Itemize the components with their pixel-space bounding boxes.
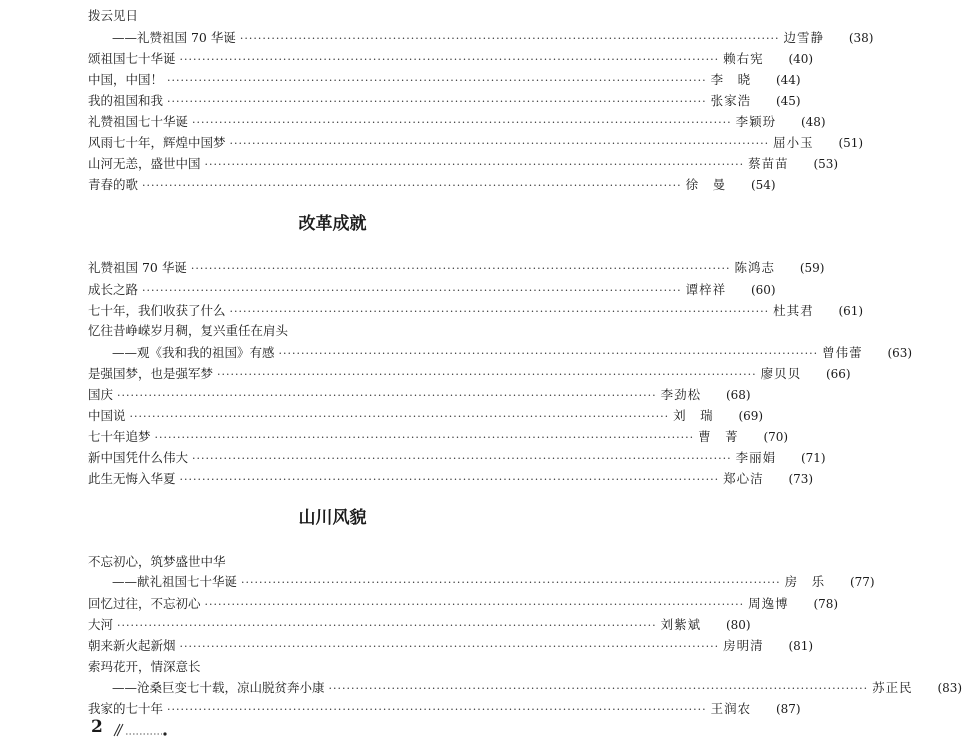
- entry-page-number: (48): [800, 115, 826, 129]
- entry-title: ——献礼祖国七十华诞: [112, 574, 238, 589]
- toc-entry[interactable]: [88, 469, 814, 489]
- entry-title: ——观《我和我的祖国》有感: [112, 345, 275, 360]
- leader-dots: ························································································································: [278, 347, 819, 360]
- entry-author: 李丽娟: [735, 450, 777, 465]
- entry-page-number: (81): [788, 639, 814, 653]
- leader-dots: ························································································································: [229, 305, 770, 318]
- entry-page-number: (83): [937, 681, 962, 695]
- toc-entry[interactable]: [88, 594, 839, 614]
- entry-author: 房 乐: [784, 574, 826, 589]
- entry-author: 杜其君: [773, 303, 814, 318]
- entry-title: 七十年，我们收获了什么: [88, 303, 226, 318]
- toc-entry[interactable]: [112, 678, 962, 698]
- entry-author: 陈鸿志: [734, 260, 775, 275]
- entry-page-number: (59): [799, 261, 825, 275]
- entry-page-number: (63): [887, 346, 913, 360]
- entry-page-number: (53): [813, 157, 839, 171]
- toc-entry[interactable]: [88, 175, 776, 195]
- entry-title: 我的祖国和我: [88, 93, 164, 108]
- entry-page-number: (61): [838, 304, 864, 318]
- entry-title: 礼赞祖国 70 华诞: [88, 260, 187, 275]
- entry-author: 徐 曼: [685, 177, 727, 192]
- entry-title: 山河无恙，盛世中国: [88, 156, 201, 171]
- toc-entry[interactable]: [88, 301, 864, 321]
- section-heading: 改革成就: [298, 214, 367, 234]
- entry-author: 谭梓祥: [685, 282, 727, 297]
- leader-dots: ························································································································: [204, 158, 745, 171]
- toc-entry[interactable]: [112, 28, 874, 48]
- toc-entry[interactable]: [88, 552, 577, 572]
- leader-dots: ························································································································: [117, 619, 657, 632]
- entry-author: 张家浩: [710, 93, 752, 108]
- leader-dots: ························································································································: [217, 368, 757, 381]
- entry-page-number: (69): [738, 409, 764, 423]
- toc-entry[interactable]: [88, 280, 776, 300]
- leader-dots: ························································································································: [192, 452, 732, 465]
- leader-dots: ························································································································: [142, 179, 682, 192]
- entry-title: ——沧桑巨变七十载，凉山脱贫奔小康: [112, 680, 325, 695]
- entry-title: 索玛花开，情深意长: [88, 659, 201, 674]
- toc-entry[interactable]: [88, 385, 751, 405]
- entry-page-number: (38): [848, 31, 874, 45]
- entry-author: 刘 瑞: [673, 408, 714, 423]
- section-heading: 山川风貌: [298, 508, 367, 528]
- leader-dots: ························································································································: [179, 640, 720, 653]
- entry-page-number: (71): [800, 451, 826, 465]
- entry-title: 是强国梦，也是强军梦: [88, 366, 214, 381]
- leader-dots: ························································································································: [167, 74, 707, 87]
- entry-page-number: (73): [788, 472, 814, 486]
- entry-author: 李颖玢: [735, 114, 777, 129]
- leader-dots: ························································································································: [167, 95, 707, 108]
- toc-entry[interactable]: [88, 91, 801, 111]
- entry-page-number: (60): [750, 283, 776, 297]
- page-number: 2: [91, 717, 103, 737]
- entry-title: 新中国凭什么伟大: [88, 450, 189, 465]
- entry-title: 青春的歌: [88, 177, 139, 192]
- toc-entry[interactable]: [88, 258, 825, 278]
- entry-author: 边雪静: [783, 30, 824, 45]
- leader-dots: ························································································································: [192, 116, 732, 129]
- toc-entry[interactable]: [88, 49, 814, 69]
- entry-page-number: (78): [813, 597, 839, 611]
- leader-dots: ························································································································: [179, 53, 720, 66]
- entry-author: 廖贝贝: [760, 366, 802, 381]
- entry-author: 屈小玉: [773, 135, 814, 150]
- entry-title: 拨云见日: [88, 8, 139, 23]
- entry-author: 苏正民: [872, 680, 913, 695]
- entry-page-number: (80): [725, 618, 751, 632]
- entry-page-number: (77): [849, 575, 875, 589]
- entry-author: 刘紫斌: [660, 617, 702, 632]
- entry-author: 曹 菁: [698, 429, 739, 444]
- entry-page-number: (87): [775, 702, 801, 716]
- footer-ornament: [112, 722, 172, 738]
- entry-title: 中国说: [88, 408, 126, 423]
- entry-title: 大河: [88, 617, 114, 632]
- toc-entry[interactable]: [88, 154, 839, 174]
- entry-title: 七十年追梦: [88, 429, 151, 444]
- leader-dots: ························································································································: [179, 473, 720, 486]
- entry-author: 赖右宪: [723, 51, 764, 66]
- entry-title: 忆往昔峥嵘岁月稠，复兴重任在肩头: [88, 323, 289, 338]
- toc-entry[interactable]: [88, 615, 751, 635]
- entry-author: 房明清: [723, 638, 764, 653]
- entry-title: 成长之路: [88, 282, 139, 297]
- entry-title: 中国，中国！: [88, 72, 164, 87]
- entry-page-number: (66): [825, 367, 851, 381]
- entry-title: 朝来新火起新烟: [88, 638, 176, 653]
- entry-title: 国庆: [88, 387, 114, 402]
- entry-page-number: (51): [838, 136, 864, 150]
- leader-dots: ························································································································: [117, 389, 657, 402]
- entry-title: 回忆过往，不忘初心: [88, 596, 201, 611]
- entry-title: 颂祖国七十华诞: [88, 51, 176, 66]
- leader-dots: ························································································································: [328, 682, 869, 695]
- entry-title: 礼赞祖国七十华诞: [88, 114, 189, 129]
- entry-author: 曾伟蕾: [822, 345, 863, 360]
- entry-page-number: (54): [750, 178, 776, 192]
- leader-dots: ························································································································: [154, 431, 695, 444]
- toc-entry[interactable]: [88, 364, 851, 384]
- toc-entry[interactable]: [88, 406, 764, 426]
- leader-dots: ························································································································: [204, 598, 745, 611]
- leader-dots: ························································································································: [129, 410, 670, 423]
- leader-dots: ························································································································: [190, 262, 731, 275]
- toc-entry[interactable]: [88, 427, 789, 447]
- toc-entry[interactable]: [88, 6, 577, 26]
- toc-entry[interactable]: [112, 572, 875, 592]
- entry-author: 蔡苗苗: [748, 156, 789, 171]
- leader-dots: ························································································································: [167, 703, 707, 716]
- toc-entry[interactable]: [88, 70, 801, 90]
- entry-author: 周逸博: [748, 596, 789, 611]
- toc-entry[interactable]: [88, 112, 826, 132]
- toc-entry[interactable]: [88, 133, 864, 153]
- entry-author: 郑心洁: [723, 471, 764, 486]
- entry-page-number: (44): [775, 73, 801, 87]
- entry-author: 李劲松: [660, 387, 702, 402]
- toc-entry[interactable]: [88, 321, 577, 341]
- leader-dots: ························································································································: [239, 32, 780, 45]
- toc-entry[interactable]: [88, 636, 814, 656]
- toc-entry[interactable]: [88, 699, 801, 719]
- leader-dots: ························································································································: [142, 284, 682, 297]
- entry-title: 我家的七十年: [88, 701, 164, 716]
- entry-page-number: (45): [775, 94, 801, 108]
- toc-entry[interactable]: [88, 657, 577, 677]
- entry-title: ——礼赞祖国 70 华诞: [112, 30, 236, 45]
- leader-dots: ························································································································: [241, 576, 781, 589]
- entry-author: 李 晓: [710, 72, 752, 87]
- toc-entry[interactable]: [112, 343, 913, 363]
- entry-title: 不忘初心，筑梦盛世中华: [88, 554, 226, 569]
- entry-title: 此生无悔入华夏: [88, 471, 176, 486]
- entry-title: 风雨七十年，辉煌中国梦: [88, 135, 226, 150]
- entry-page-number: (68): [725, 388, 751, 402]
- leader-dots: ························································································································: [229, 137, 770, 150]
- toc-entry[interactable]: [88, 448, 826, 468]
- entry-author: 王润农: [710, 701, 752, 716]
- entry-page-number: (70): [763, 430, 789, 444]
- entry-page-number: (40): [788, 52, 814, 66]
